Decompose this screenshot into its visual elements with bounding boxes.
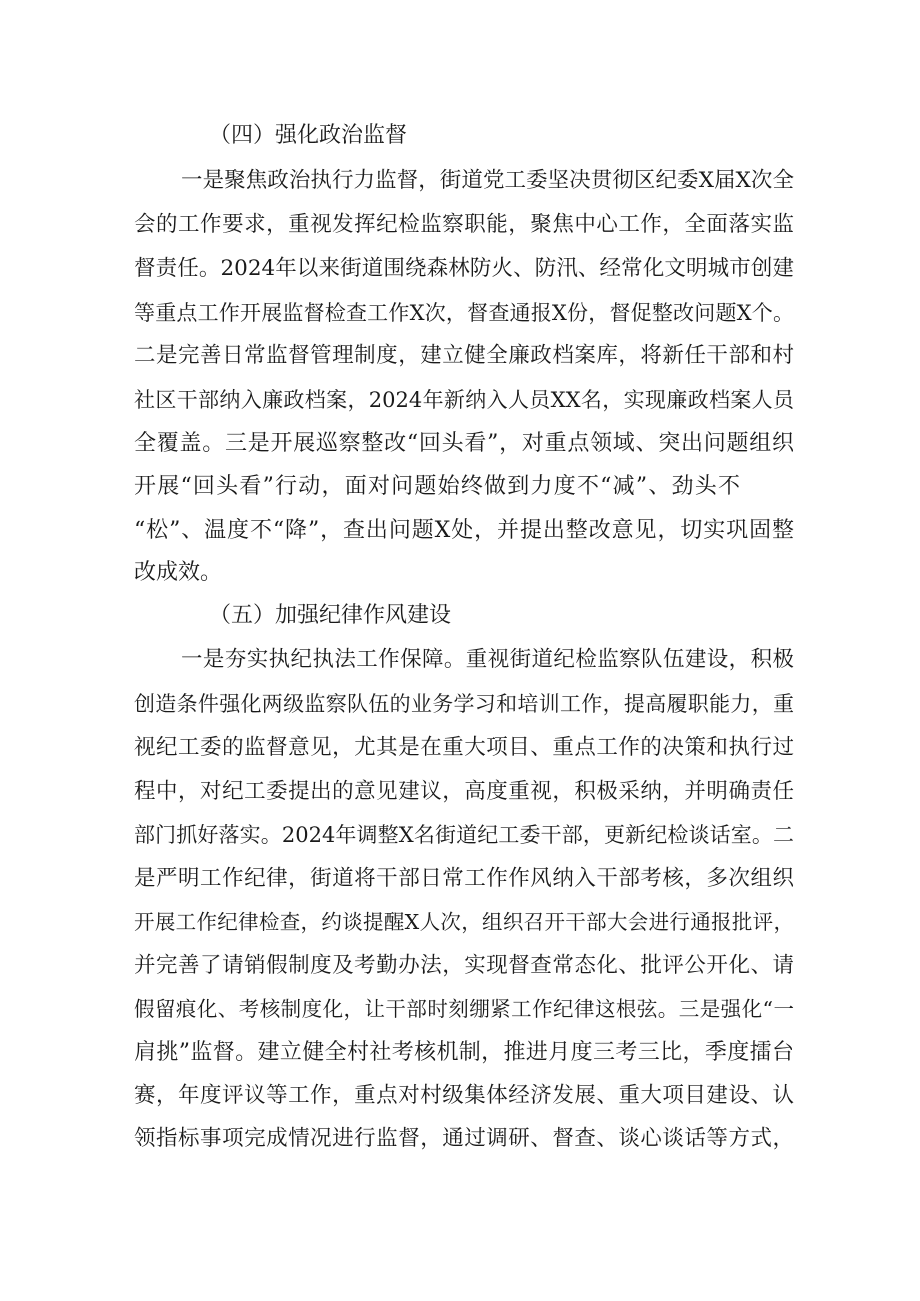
paragraph-line: 会的工作要求，重视发挥纪检监察职能，聚焦中心工作，全面落实监	[134, 212, 794, 237]
paragraph-line: 社区干部纳入廉政档案，2024年新纳入人员XX名，实现廉政档案人员	[134, 388, 794, 412]
paragraph-line: 督责任。2024年以来街道围绕森林防火、防汛、经常化文明城市创建	[134, 256, 794, 281]
paragraph-line: 全覆盖。三是开展巡察整改“回头看”，对重点领域、突出问题组织	[134, 431, 794, 456]
paragraph-line: 创造条件强化两级监察队伍的业务学习和培训工作，提高履职能力，重	[134, 692, 794, 716]
paragraph-line: 是严明工作纪律，街道将干部日常工作作风纳入干部考核，多次组织	[134, 866, 794, 891]
paragraph-line: 一是聚焦政治执行力监督，街道党工委坚决贯彻区纪委X届X次全	[181, 168, 794, 193]
paragraph-line: 领指标事项完成情况进行监督，通过调研、督查、谈心谈话等方式，	[134, 1126, 794, 1151]
paragraph-line: 并完善了请销假制度及考勤办法，实现督查常态化、批评公开化、请	[134, 953, 794, 978]
paragraph-line: “松”、温度不“降”，查出问题X处，并提出整改意见，切实巩固整	[134, 518, 794, 543]
section-heading-4: （四）强化政治监督	[209, 123, 408, 148]
paragraph-line: 二是完善日常监督管理制度，建立健全廉政档案库，将新任干部和村	[134, 343, 794, 368]
paragraph-line: 一是夯实执纪执法工作保障。重视街道纪检监察队伍建设，积极	[181, 647, 794, 672]
paragraph-line: 开展工作纪律检查，约谈提醒X人次，组织召开干部大会进行通报批评，	[134, 910, 794, 934]
paragraph-line: 赛，年度评议等工作，重点对村级集体经济发展、重大项目建设、认	[134, 1083, 794, 1108]
paragraph-line: 开展“回头看”行动，面对问题始终做到力度不“减”、劲头不	[134, 474, 740, 499]
paragraph-line: 肩挑”监督。建立健全村社考核机制，推进月度三考三比，季度擂台	[134, 1040, 794, 1065]
paragraph-line: 部门抓好落实。2024年调整X名街道纪工委干部，更新纪检谈话室。二	[134, 823, 794, 847]
paragraph-line: 等重点工作开展监督检查工作X次，督查通报X份，督促整改问题X个。	[134, 301, 794, 325]
paragraph-line: 改成效。	[134, 560, 223, 585]
paragraph-line: 假留痕化、考核制度化，让干部时刻绷紧工作纪律这根弦。三是强化“一	[134, 997, 794, 1021]
section-heading-5: （五）加强纪律作风建设	[209, 603, 452, 628]
paragraph-line: 视纪工委的监督意见，尤其是在重大项目、重点工作的决策和执行过	[134, 735, 794, 760]
paragraph-line: 程中，对纪工委提出的意见建议，高度重视，积极采纳，并明确责任	[134, 779, 794, 804]
